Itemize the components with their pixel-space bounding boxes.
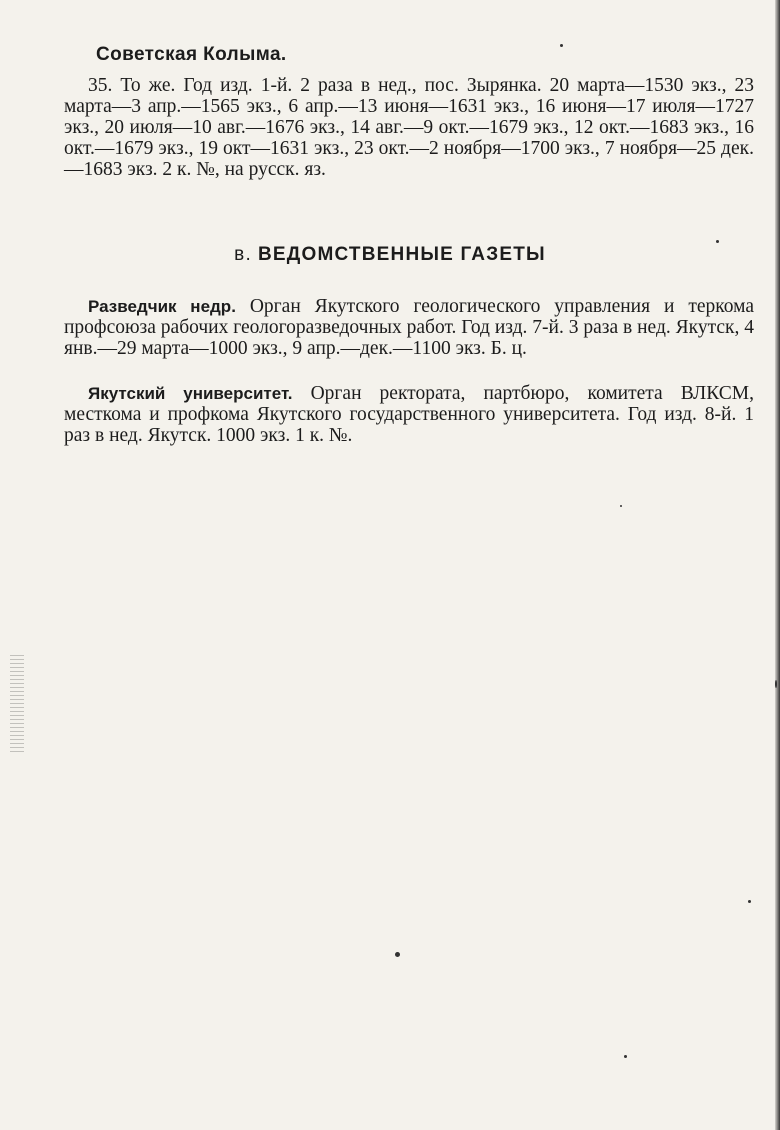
entry-35-paragraph [64, 75, 754, 180]
section-title-text: ВЕДОМСТВЕННЫЕ ГАЗЕТЫ [257, 244, 546, 265]
entry-35-text: 35. То же. Год изд. 1-й. 2 раза в нед., пос. Зырянка. 20 марта—1530 экз., 23 марта—3 апр.—1565 экз., 6 апр.—13 июня—1631 экз., 16 июня—17 июля—1727 экз., 20 июля—10 авг.—1676 экз., 14 авг.—9 окт.—1679 экз., 12 окт.—1683 экз., 16 окт.—1679 экз., 19 окт—1631 экз., 23 окт.—2 ноября—1700 экз., 7 ноября—25 дек.—1683 экз. 2 к. №, на русск. яз. [64, 75, 754, 180]
entry-razvedchik-nedr [64, 296, 754, 359]
scan-speck [748, 900, 751, 903]
scan-speck [560, 44, 563, 47]
section-title [0, 244, 780, 266]
section-prefix: в. [234, 244, 252, 265]
scan-speck [624, 1055, 627, 1058]
scan-noise-mark [10, 655, 24, 755]
entry-name: Якутский университет. [88, 384, 293, 403]
newspaper-heading: Советская Колыма. [96, 44, 287, 65]
scan-speck [775, 680, 777, 688]
entry-yakutsky-universitet [64, 383, 754, 446]
entry-name: Разведчик недр. [88, 297, 236, 316]
scan-speck [716, 240, 719, 243]
entry-text: Орган Якутского геологического управления и теркома профсоюза рабочих геологоразведочных работ. Год изд. 7-й. 3 раза в нед. Якутск, 4 янв.—29 марта—1000 экз., 9 апр.—дек.—1100 экз. Б. ц. [64, 296, 754, 359]
entry-text: Орган ректората, партбюро, комитета ВЛКСМ, месткома и профкома Якутского государственного университета. Год изд. 8-й. 1 раз в нед. Якутск. 1000 экз. 1 к. №. [64, 383, 754, 446]
scan-speck [620, 505, 622, 507]
scan-speck [395, 952, 400, 957]
scan-edge-shadow [775, 0, 780, 1130]
